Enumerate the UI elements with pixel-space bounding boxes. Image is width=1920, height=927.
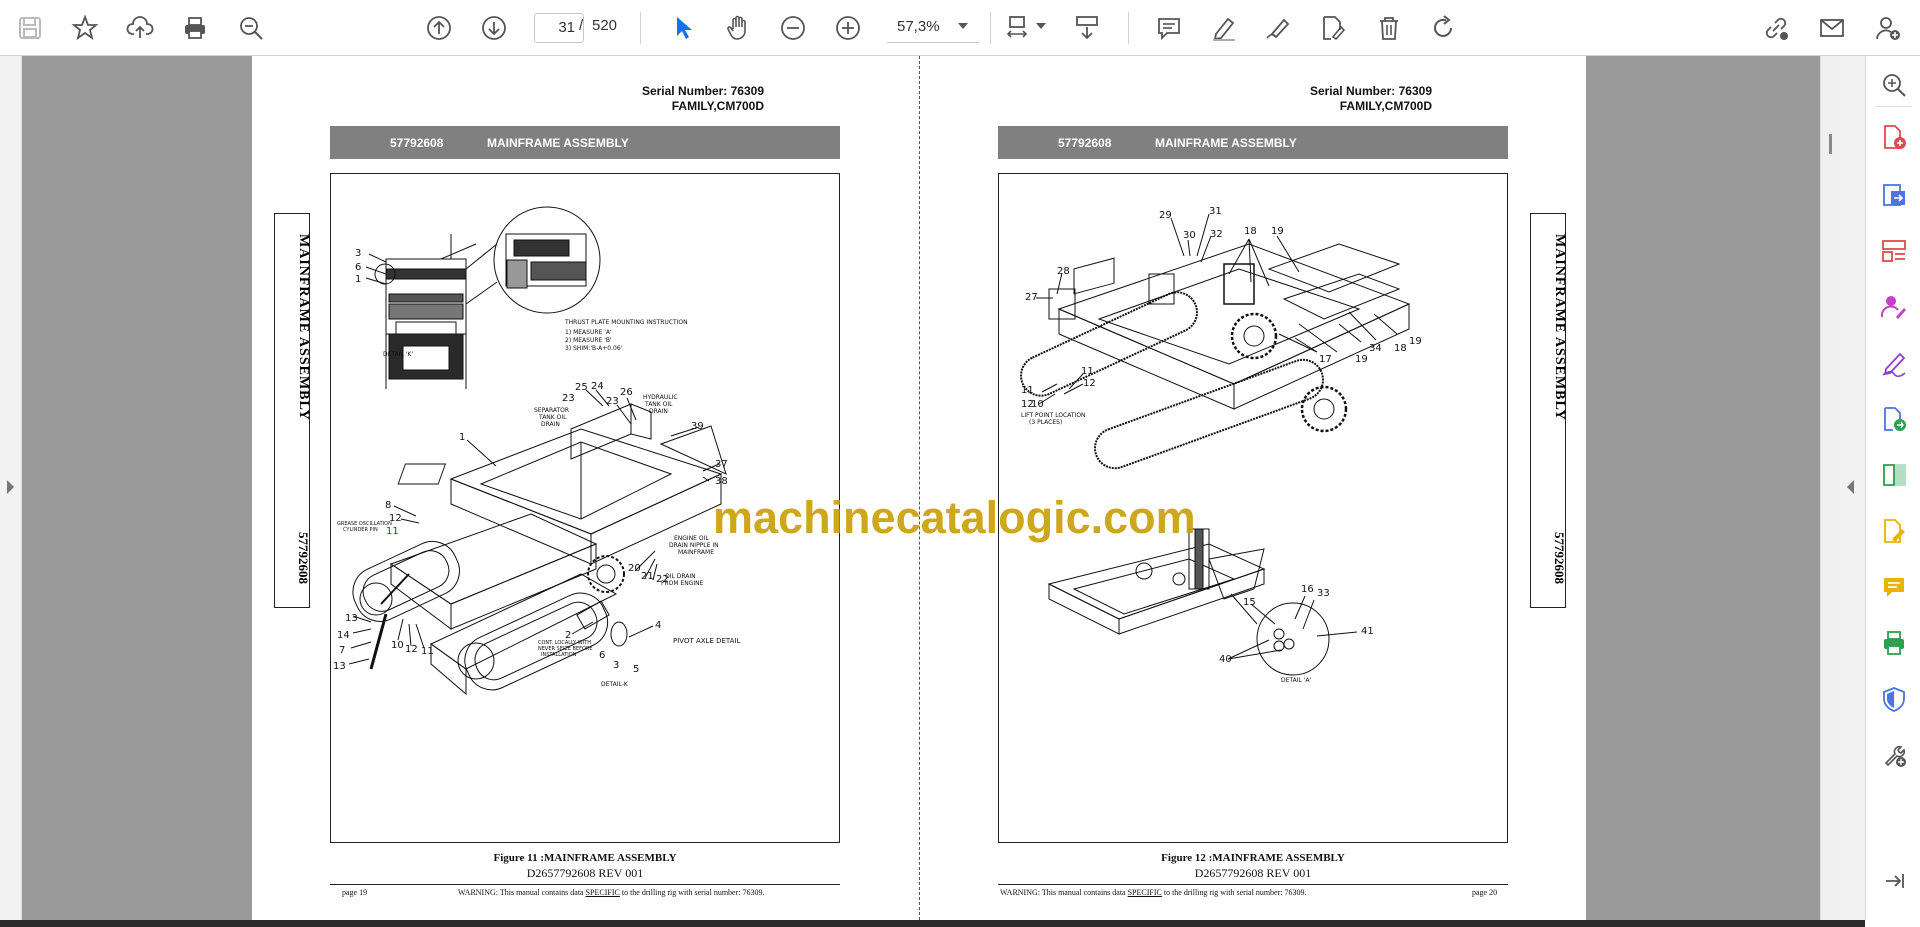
side-tab <box>1530 213 1566 608</box>
page-footer <box>330 884 840 898</box>
rotate-icon[interactable] <box>1425 10 1461 46</box>
search-zoom-icon[interactable] <box>233 10 269 46</box>
chevron-down-icon[interactable] <box>1036 23 1046 29</box>
svg-text:2) MEASURE 'B': 2) MEASURE 'B' <box>565 337 612 344</box>
svg-text:1: 1 <box>459 432 466 443</box>
section-title: MAINFRAME ASSEMBLY <box>487 136 629 150</box>
zoom-out-icon[interactable] <box>775 10 811 46</box>
svg-text:15: 15 <box>1243 597 1256 608</box>
svg-text:INSTALLATION: INSTALLATION <box>541 652 577 658</box>
page-total: 520 <box>592 17 618 34</box>
chevron-left-icon[interactable] <box>1847 480 1854 494</box>
svg-text:41: 41 <box>1361 626 1374 637</box>
print-icon[interactable] <box>177 10 213 46</box>
section-header <box>330 126 840 159</box>
svg-text:28: 28 <box>1057 266 1070 277</box>
svg-text:14: 14 <box>337 630 350 641</box>
watermark-text: machinecatalogic.com <box>713 492 1196 543</box>
svg-text:10: 10 <box>1031 399 1044 410</box>
svg-text:4: 4 <box>655 620 662 631</box>
trash-icon[interactable] <box>1371 10 1407 46</box>
highlight-pen-icon[interactable] <box>1206 10 1242 46</box>
footer-warning-text-end: to the drilling rig with serial number: 76309. <box>619 888 765 897</box>
side-tab <box>274 213 310 608</box>
svg-text:11: 11 <box>1081 366 1094 377</box>
svg-text:20: 20 <box>628 563 641 574</box>
svg-text:17: 17 <box>1319 354 1332 365</box>
svg-text:40: 40 <box>1219 654 1232 665</box>
figure-caption: Figure 12 :MAINFRAME ASSEMBLY <box>1161 852 1345 864</box>
serial-number-block <box>502 84 764 114</box>
svg-text:HYDRAULIC: HYDRAULIC <box>643 394 678 401</box>
part-number: 57792608 <box>390 136 444 150</box>
svg-text:(3 PLACES): (3 PLACES) <box>1029 419 1063 426</box>
svg-text:ENGINE OIL: ENGINE OIL <box>674 535 709 542</box>
zoom-tool-icon[interactable] <box>1877 68 1911 102</box>
svg-text:OIL DRAIN: OIL DRAIN <box>665 573 696 580</box>
hand-icon[interactable] <box>720 10 756 46</box>
footer-warning-text: WARNING: This manual contains data <box>458 888 586 897</box>
svg-text:DRAIN: DRAIN <box>649 408 668 415</box>
svg-text:2: 2 <box>565 630 572 641</box>
svg-text:3: 3 <box>613 660 620 671</box>
draw-icon[interactable] <box>1260 10 1296 46</box>
organize-pages-icon[interactable] <box>1877 234 1911 268</box>
star-icon[interactable] <box>67 10 103 46</box>
svg-text:21: 21 <box>641 571 654 582</box>
bottom-bar <box>0 920 1865 927</box>
svg-text:16: 16 <box>1301 584 1314 595</box>
footer-page-number: page 20 <box>1472 888 1498 897</box>
footer-warning-text-end: to the drilling rig with serial number: 76309. <box>1161 888 1307 897</box>
scroll-mode-icon[interactable] <box>1069 10 1105 46</box>
page-fit-icon[interactable] <box>1000 10 1036 46</box>
footer-warning-emphasis: SPECIFIC <box>585 888 620 897</box>
document-viewport[interactable] <box>0 56 1865 920</box>
add-user-icon[interactable] <box>1870 10 1906 46</box>
serial-number: Serial Number: 76309 <box>641 84 764 98</box>
document-id: D2657792608 REV 001 <box>1194 866 1312 880</box>
left-panel-toggle[interactable] <box>0 56 22 920</box>
save-icon[interactable] <box>12 10 48 46</box>
svg-text:DRAIN NIPPLE IN: DRAIN NIPPLE IN <box>669 542 719 549</box>
side-tab-number: 57792608 <box>1552 532 1567 584</box>
svg-text:19: 19 <box>1271 226 1284 237</box>
svg-text:12: 12 <box>1083 378 1096 389</box>
page-footer <box>998 884 1508 898</box>
svg-text:6: 6 <box>599 650 606 661</box>
svg-text:GREASE OSCILLATION: GREASE OSCILLATION <box>337 521 392 527</box>
svg-text:11: 11 <box>386 526 399 537</box>
svg-text:23: 23 <box>606 396 619 407</box>
svg-text:13: 13 <box>345 613 358 624</box>
svg-text:LIFT POINT LOCATION: LIFT POINT LOCATION <box>1021 412 1086 419</box>
svg-text:22: 22 <box>656 574 669 585</box>
chevron-down-icon[interactable] <box>958 23 968 29</box>
footer-warning <box>458 888 765 897</box>
footer-warning-emphasis: SPECIFIC <box>1127 888 1162 897</box>
svg-text:34: 34 <box>1369 343 1382 354</box>
export-pdf-icon[interactable] <box>1877 178 1911 212</box>
svg-text:25: 25 <box>575 382 588 393</box>
comment-icon[interactable] <box>1151 10 1187 46</box>
svg-text:DRAIN: DRAIN <box>541 421 560 428</box>
serial-number-block <box>1170 84 1432 114</box>
svg-text:11: 11 <box>1021 385 1034 396</box>
svg-text:5: 5 <box>633 664 640 675</box>
svg-text:38: 38 <box>715 476 728 487</box>
footer-warning-text: WARNING: This manual contains data <box>1000 888 1128 897</box>
svg-text:SEPARATOR: SEPARATOR <box>534 407 570 414</box>
request-signature-icon[interactable] <box>1877 290 1911 324</box>
send-for-review-icon[interactable] <box>1877 402 1911 436</box>
main-toolbar <box>0 0 1920 56</box>
comment-tool-icon[interactable] <box>1877 570 1911 604</box>
svg-text:3) SHIM:'B-A+0.06': 3) SHIM:'B-A+0.06' <box>565 345 623 352</box>
chevron-right-icon[interactable] <box>7 480 14 494</box>
part-number: 57792608 <box>1058 136 1112 150</box>
svg-text:10: 10 <box>391 640 404 651</box>
svg-text:CYLINDER PIN: CYLINDER PIN <box>343 527 378 533</box>
svg-text:33: 33 <box>1317 588 1330 599</box>
mail-icon[interactable] <box>1814 10 1850 46</box>
svg-text:37: 37 <box>715 459 728 470</box>
footer-warning <box>1000 888 1307 897</box>
svg-text:TANK OIL: TANK OIL <box>645 401 673 408</box>
section-title: MAINFRAME ASSEMBLY <box>1155 136 1297 150</box>
tools-rail <box>1865 56 1920 920</box>
svg-text:TANK OIL: TANK OIL <box>539 414 567 421</box>
svg-text:11: 11 <box>421 646 434 657</box>
right-panel-toggle[interactable] <box>1840 56 1865 920</box>
page-number-input[interactable]: 31 <box>534 13 584 43</box>
svg-text:30: 30 <box>1183 230 1196 241</box>
side-tab-title: MAINFRAME ASSEMBLY <box>296 234 311 421</box>
svg-text:13: 13 <box>333 661 346 672</box>
family-code: FAMILY,CM700D <box>671 99 764 113</box>
document-page-20 <box>919 56 1586 920</box>
svg-text:32: 32 <box>1210 229 1223 240</box>
share-link-icon[interactable] <box>1758 10 1794 46</box>
edit-pdf-icon[interactable] <box>1877 514 1911 548</box>
footer-page-number: page 19 <box>342 888 368 897</box>
svg-text:24: 24 <box>591 381 604 392</box>
svg-text:7: 7 <box>339 645 346 656</box>
compare-files-icon[interactable] <box>1877 458 1911 492</box>
svg-text:1: 1 <box>355 274 362 285</box>
section-header <box>998 126 1508 159</box>
svg-text:FROM ENGINE: FROM ENGINE <box>661 580 704 587</box>
svg-text:19: 19 <box>1355 354 1368 365</box>
fill-sign-icon[interactable] <box>1877 346 1911 380</box>
svg-text:18: 18 <box>1244 226 1257 237</box>
svg-text:PIVOT AXLE DETAIL: PIVOT AXLE DETAIL <box>673 637 741 645</box>
arrow-up-circle-icon[interactable] <box>421 10 457 46</box>
svg-text:19: 19 <box>1409 336 1422 347</box>
more-tools-icon[interactable] <box>1877 738 1911 772</box>
svg-text:12: 12 <box>1021 399 1034 410</box>
upload-icon[interactable] <box>122 10 158 46</box>
document-page-19 <box>252 56 919 920</box>
svg-text:THRUST PLATE MOUNTING INSTRUCT: THRUST PLATE MOUNTING INSTRUCTION <box>565 319 688 326</box>
zoom-select[interactable]: 57,3% <box>887 13 979 43</box>
document-id: D2657792608 REV 001 <box>526 866 644 880</box>
svg-text:39: 39 <box>691 421 704 432</box>
protect-shield-icon[interactable] <box>1877 682 1911 716</box>
svg-text:18: 18 <box>1394 343 1407 354</box>
svg-text:1) MEASURE 'A': 1) MEASURE 'A' <box>565 329 612 336</box>
family-code: FAMILY,CM700D <box>1339 99 1432 113</box>
svg-text:31: 31 <box>1209 206 1222 217</box>
page-separator: / <box>579 17 584 34</box>
figure-caption: Figure 11 :MAINFRAME ASSEMBLY <box>493 852 677 864</box>
svg-text:8: 8 <box>385 500 392 511</box>
svg-text:DETAIL-K: DETAIL-K <box>601 681 628 688</box>
arrow-down-circle-icon[interactable] <box>476 10 512 46</box>
svg-text:23: 23 <box>562 393 575 404</box>
scrollbar-thumb[interactable] <box>1829 134 1832 154</box>
cursor-icon[interactable] <box>665 10 701 46</box>
svg-text:MAINFRAME: MAINFRAME <box>678 549 714 556</box>
svg-text:DETAIL 'A': DETAIL 'A' <box>1281 677 1312 684</box>
sign-document-icon[interactable] <box>1315 10 1351 46</box>
print-production-icon[interactable] <box>1877 626 1911 660</box>
svg-text:27: 27 <box>1025 292 1038 303</box>
svg-text:CONT. LOCALLY WITH: CONT. LOCALLY WITH <box>538 640 592 646</box>
svg-text:6: 6 <box>355 262 362 273</box>
create-pdf-icon[interactable] <box>1877 120 1911 154</box>
vertical-scrollbar[interactable] <box>1820 56 1840 920</box>
side-tab-number: 57792608 <box>296 532 311 584</box>
svg-text:29: 29 <box>1159 210 1172 221</box>
svg-text:NEVER SEIZE BEFORE: NEVER SEIZE BEFORE <box>538 646 593 652</box>
svg-text:3: 3 <box>355 248 362 259</box>
serial-number: Serial Number: 76309 <box>1309 84 1432 98</box>
side-tab-title: MAINFRAME ASSEMBLY <box>1552 234 1567 421</box>
svg-text:26: 26 <box>620 387 633 398</box>
svg-text:12: 12 <box>405 644 418 655</box>
zoom-in-icon[interactable] <box>830 10 866 46</box>
collapse-panel-icon[interactable] <box>1877 864 1911 898</box>
svg-text:12: 12 <box>389 513 402 524</box>
svg-text:DETAIL 'K': DETAIL 'K' <box>383 351 413 358</box>
